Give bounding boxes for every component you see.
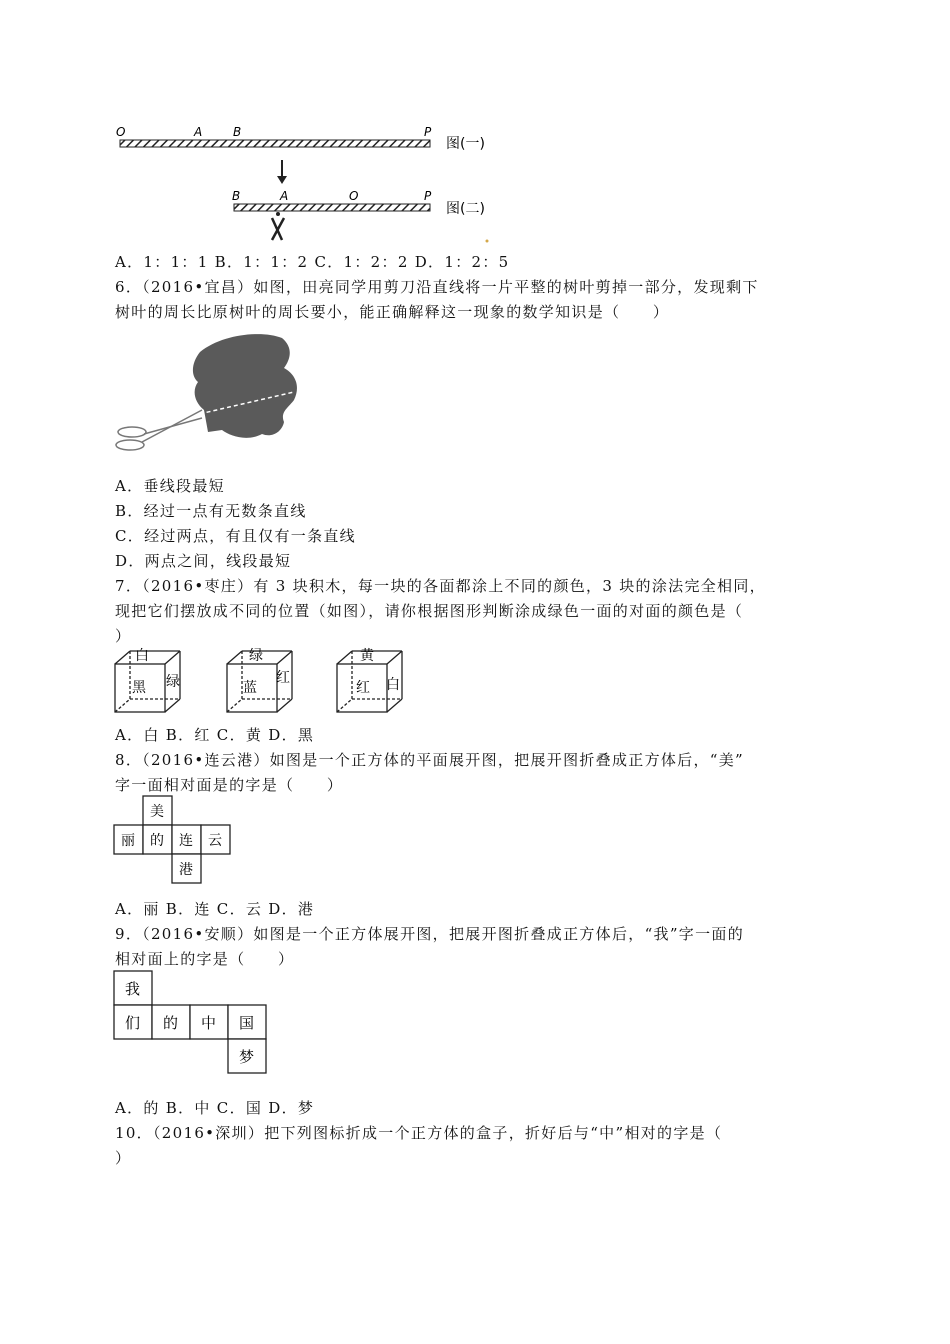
q9-stem-line2: 相对面上的字是（ ） bbox=[115, 950, 295, 968]
q6-stem-line1: 6．（2016•宜昌）如图，田亮同学用剪刀沿直线将一片平整的树叶剪掉一部分，发现剩下 bbox=[115, 278, 759, 296]
q9-stem-line1: 9．（2016•安顺）如图是一个正方体展开图，把展开图折叠成正方体后，“我”字一面的 bbox=[115, 925, 745, 943]
q8-options: A．丽 B．连 C．云 D．港 bbox=[115, 900, 315, 918]
net2-row-1: 的 bbox=[163, 1014, 179, 1032]
q7-stem-line3: ） bbox=[115, 627, 132, 645]
q9-options: A．的 B．中 C．国 D．梦 bbox=[115, 1099, 315, 1117]
q6-option-c: C．经过两点，有且仅有一条直线 bbox=[115, 527, 356, 545]
net1-top: 美 bbox=[150, 804, 164, 820]
leaf-shape bbox=[193, 334, 297, 438]
rope2-label-p: P bbox=[424, 189, 432, 203]
rope2-label-a: A bbox=[280, 189, 289, 203]
q6-option-d: D．两点之间，线段最短 bbox=[115, 552, 292, 570]
rope2-label-o: O bbox=[349, 189, 359, 203]
q10-stem-line2: ） bbox=[115, 1149, 132, 1167]
rope-bar-1 bbox=[120, 140, 430, 147]
q8-stem-line1: 8．（2016•连云港）如图是一个正方体的平面展开图，把展开图折叠成正方体后，“美” bbox=[115, 751, 745, 769]
net-figure-1 bbox=[112, 795, 237, 887]
net1-row-1: 的 bbox=[150, 833, 164, 849]
rope2-caption: 图(二) bbox=[446, 201, 485, 217]
down-arrow-icon bbox=[277, 176, 287, 184]
cubes-figure bbox=[112, 644, 412, 716]
rope1-caption: 图(一) bbox=[446, 136, 485, 152]
q6-option-b: B．经过一点有无数条直线 bbox=[115, 502, 307, 520]
cube2-right: 红 bbox=[276, 670, 290, 686]
q7-options: A．白 B．红 C．黄 D．黑 bbox=[115, 726, 315, 744]
q8-stem-line2: 字一面相对面是的字是（ ） bbox=[115, 776, 344, 794]
rope1-label-o: O bbox=[116, 125, 126, 139]
q10-stem-line1: 10．（2016•深圳）把下列图标折成一个正方体的盒子，折好后与“中”相对的字是（ bbox=[115, 1124, 723, 1142]
cube3-top: 黄 bbox=[360, 648, 374, 664]
net2-bottom: 梦 bbox=[239, 1048, 255, 1066]
cube3-right: 白 bbox=[386, 677, 400, 693]
scissors-icon bbox=[272, 212, 284, 240]
cube1-right: 绿 bbox=[166, 674, 180, 690]
cube3-front: 红 bbox=[356, 680, 370, 696]
leaf-figure bbox=[112, 330, 312, 465]
rope1-label-a: A bbox=[194, 125, 203, 139]
net1-bottom: 港 bbox=[179, 862, 193, 878]
cube1-front: 黑 bbox=[132, 680, 146, 696]
q5-options: A．1：1：1 B．1：1：2 C．1：2：2 D．1：2：5 bbox=[115, 253, 510, 271]
cube1-top: 白 bbox=[135, 648, 149, 664]
rope1-label-b: B bbox=[233, 125, 242, 139]
net1-row-3: 云 bbox=[208, 833, 222, 849]
rope-figure bbox=[112, 118, 512, 248]
net2-row-3: 国 bbox=[239, 1014, 255, 1032]
q7-stem-line2: 现把它们摆放成不同的位置（如图），请你根据图形判断涂成绿色一面的对面的颜色是（ bbox=[115, 602, 744, 620]
rope1-label-p: P bbox=[424, 125, 432, 139]
net2-top: 我 bbox=[125, 980, 141, 998]
net2-row-2: 中 bbox=[201, 1014, 217, 1032]
net1-row-2: 连 bbox=[179, 833, 193, 849]
q6-option-a: A．垂线段最短 bbox=[115, 477, 225, 495]
net2-row-0: 们 bbox=[125, 1014, 141, 1032]
cube2-top: 绿 bbox=[249, 648, 263, 664]
q6-stem-line2: 树叶的周长比原树叶的周长要小，能正确解释这一现象的数学知识是（ ） bbox=[115, 303, 670, 321]
net1-row-0: 丽 bbox=[121, 833, 135, 849]
rope-bar-2 bbox=[234, 204, 430, 211]
q7-stem-line1: 7．（2016•枣庄）有 3 块积木，每一块的各面都涂上不同的颜色，3 块的涂法完全相同， bbox=[115, 577, 766, 595]
rope2-label-b: B bbox=[232, 189, 241, 203]
cube2-front: 蓝 bbox=[243, 680, 257, 696]
net-figure-2 bbox=[112, 970, 272, 1076]
